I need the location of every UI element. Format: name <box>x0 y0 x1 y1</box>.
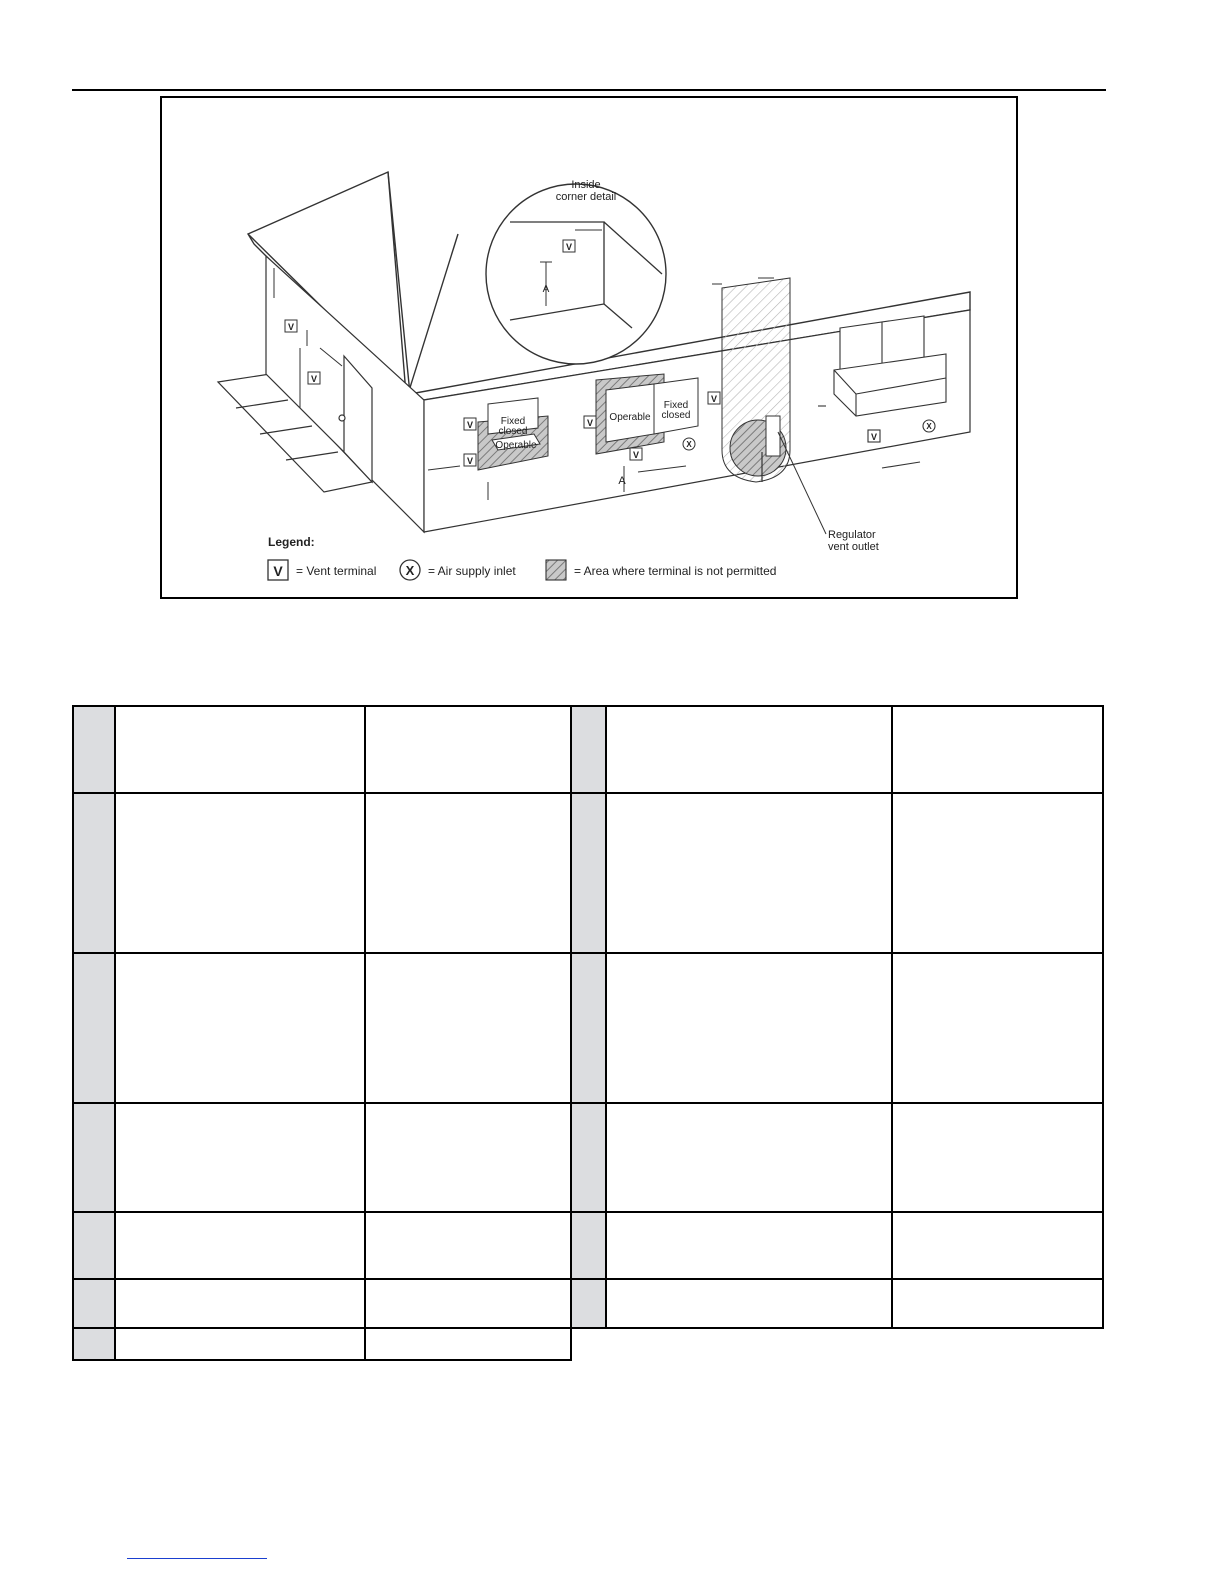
legend-air-label: = Air supply inlet <box>428 564 516 578</box>
table-rule <box>72 1102 1104 1104</box>
table-rule-vertical <box>605 705 607 1329</box>
table-rule-vertical <box>570 705 572 1361</box>
window2-air-symbol: X <box>686 440 692 449</box>
row-number-column-left <box>72 705 114 1361</box>
window1-vent-symbol-2: V <box>466 456 474 466</box>
side-vent-symbol-2: V <box>310 374 318 384</box>
header-rule <box>72 89 1106 91</box>
inset-vent-symbol: V <box>565 242 573 252</box>
clearance-table <box>72 705 1104 1361</box>
legend-vent-label: = Vent terminal <box>296 564 377 578</box>
window1-fixed-label-1: Fixed <box>500 416 526 427</box>
planter-vent-symbol: V <box>870 432 878 442</box>
window2-fixed-label-1: Fixed <box>663 400 689 411</box>
footer-link-underline[interactable] <box>127 1558 267 1559</box>
regulator-label-2: vent outlet <box>828 541 879 553</box>
inset-title-2: corner detail <box>555 191 617 203</box>
table-rule <box>72 1327 1104 1329</box>
planter-air-symbol: X <box>926 422 932 431</box>
vent-clearance-figure <box>160 96 1018 599</box>
inset-dimension-label: A <box>542 284 550 295</box>
table-rule <box>72 1211 1104 1213</box>
table-rule-vertical <box>1102 705 1104 1329</box>
window2-vent-symbol-1: V <box>586 418 594 428</box>
window1-vent-symbol-1: V <box>466 420 474 430</box>
house-illustration <box>162 98 1016 597</box>
window2-vent-symbol-3: V <box>710 394 718 404</box>
table-rule <box>72 952 1104 954</box>
inset-title-1: Inside <box>571 179 601 191</box>
table-rule-vertical <box>891 705 893 1329</box>
window2-dimension-label: A <box>618 475 626 487</box>
row-number-column-right <box>572 705 606 1329</box>
legend-area-label: = Area where terminal is not permitted <box>574 564 777 578</box>
side-vent-symbol-1: V <box>287 322 295 332</box>
inside-corner-detail <box>486 179 666 364</box>
regulator-label-1: Regulator <box>828 529 876 541</box>
legend-vent-symbol: V <box>273 563 283 579</box>
table-rule <box>72 705 1104 707</box>
window1-operable-label: Operable <box>495 440 537 451</box>
table-rule <box>72 1359 572 1361</box>
legend-hatch-swatch <box>546 560 566 580</box>
table-rule-vertical <box>364 705 366 1361</box>
legend-air-symbol: X <box>405 563 415 578</box>
window2-vent-symbol-2: V <box>632 450 640 460</box>
window2-operable-label: Operable <box>609 412 651 423</box>
window1-fixed-label-2: closed <box>498 426 528 437</box>
table-rule <box>72 792 1104 794</box>
window2-fixed-label-2: closed <box>661 410 691 421</box>
legend <box>268 535 776 580</box>
table-rule-vertical <box>114 705 116 1361</box>
table-rule <box>72 1278 1104 1280</box>
table-rule-vertical <box>72 705 74 1361</box>
legend-title: Legend: <box>268 535 315 549</box>
